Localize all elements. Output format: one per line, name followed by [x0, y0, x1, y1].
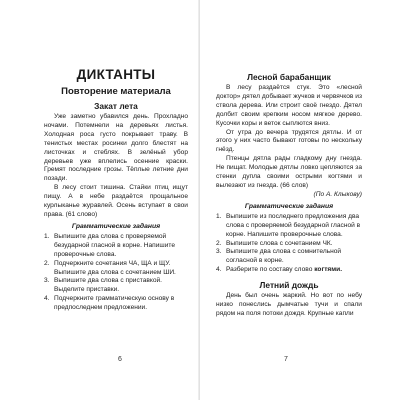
story-paragraph: В лесу стоит тишина. Стайки птиц ищут пищу. А в небе раздаётся прощальное курлыканье журавлей. Осень вступает в свои права. (61 слово) — [44, 184, 188, 218]
task-text: Выпишите два слова с сомнительной согласной в корне. — [226, 248, 342, 265]
task-number: 4. — [44, 295, 50, 303]
story-title: Лесной барабанщик — [247, 72, 331, 82]
task-text: Подчеркните сочетания ЧА, ЩА и ЩУ. Выпишите два слова с сочетанием ШИ. — [54, 259, 176, 276]
task-item — [216, 248, 362, 266]
task-text: Подчеркните грамматическую основу в предпоследнем предложении. — [54, 295, 175, 312]
task-number: 2. — [44, 259, 50, 267]
task-number: 1. — [216, 212, 222, 220]
story-paragraph: Уже заметно убавился день. Прохладно ночами. Потемнели на деревьях листья. Холодная роса густо покрывает траву. В тенистых местах росинки долго блестят на листочках и стеблях. В зелёный убор деревьев уже вплелись осенние краски. Гремят последние грозы. Тёплые летние дни позади. — [44, 113, 188, 183]
page-number: 7 — [284, 356, 288, 363]
page-title: ДИКТАНТЫ — [76, 67, 156, 82]
tasks-heading: Грамматические задания — [244, 202, 334, 210]
author-credit: (По А. Клыкову) — [313, 190, 362, 198]
task-item — [44, 277, 188, 295]
task-text: Выпишите два слова с проверяемой безударной гласной в корне. Напишите проверочные слова. — [54, 232, 176, 258]
task-item — [44, 295, 188, 313]
task-text: Разберите по составу слово — [226, 266, 313, 274]
task-number: 3. — [44, 277, 50, 285]
task-number: 1. — [44, 232, 50, 240]
task-item — [216, 213, 362, 240]
task-number: 4. — [216, 266, 222, 274]
task-text: Выпишите из последнего предложения два слова с проверяемой безударной гласной в корне. Напишите проверочные слова. — [226, 212, 361, 238]
task-keyword: когтями. — [314, 266, 343, 274]
story-title: Закат лета — [94, 101, 138, 111]
task-text: Выпишите два слова с приставкой. Выделите приставки. — [54, 277, 163, 294]
task-number: 2. — [216, 239, 222, 247]
task-text: Выпишите слова с сочетанием ЧК. — [226, 239, 333, 247]
task-item — [216, 266, 362, 275]
story-paragraph: Птенцы дятла рады гладкому дну гнезда. Не пищат. Молодые дятлы ловко цепляются за стенки дупла своими острыми когтями и вылезают из гнезда. (66 слов) — [216, 155, 362, 189]
task-item — [44, 233, 188, 260]
story-paragraph: День был очень жаркий. Но вот по небу низко понеслись дымчатые тучи и спали рядом на поля потоки дождя. Крупные капли — [216, 292, 362, 317]
tasks-heading: Грамматические задания — [71, 222, 161, 230]
section-subtitle: Повторение материала — [61, 86, 171, 97]
story-paragraph: В лесу раздаётся стук. Это «лесной доктор» дятел добывает жучков и червячков из ствола дерева. Или строит своё гнездо. Дятел долбит своим крепким носом мягкое дерево. Кусочки коры и веток сыплются вниз. — [216, 84, 362, 127]
task-number: 3. — [216, 248, 222, 256]
story-paragraph: От утра до вечера трудятся дятлы. И от этого у них часто бывают готовы по нескольку гнёзд. — [216, 128, 362, 154]
story-title: Летний дождь — [259, 280, 319, 291]
page-number: 6 — [118, 356, 122, 363]
task-item — [44, 260, 188, 278]
right-page — [200, 0, 400, 400]
task-list — [216, 213, 362, 275]
task-list — [44, 233, 188, 313]
